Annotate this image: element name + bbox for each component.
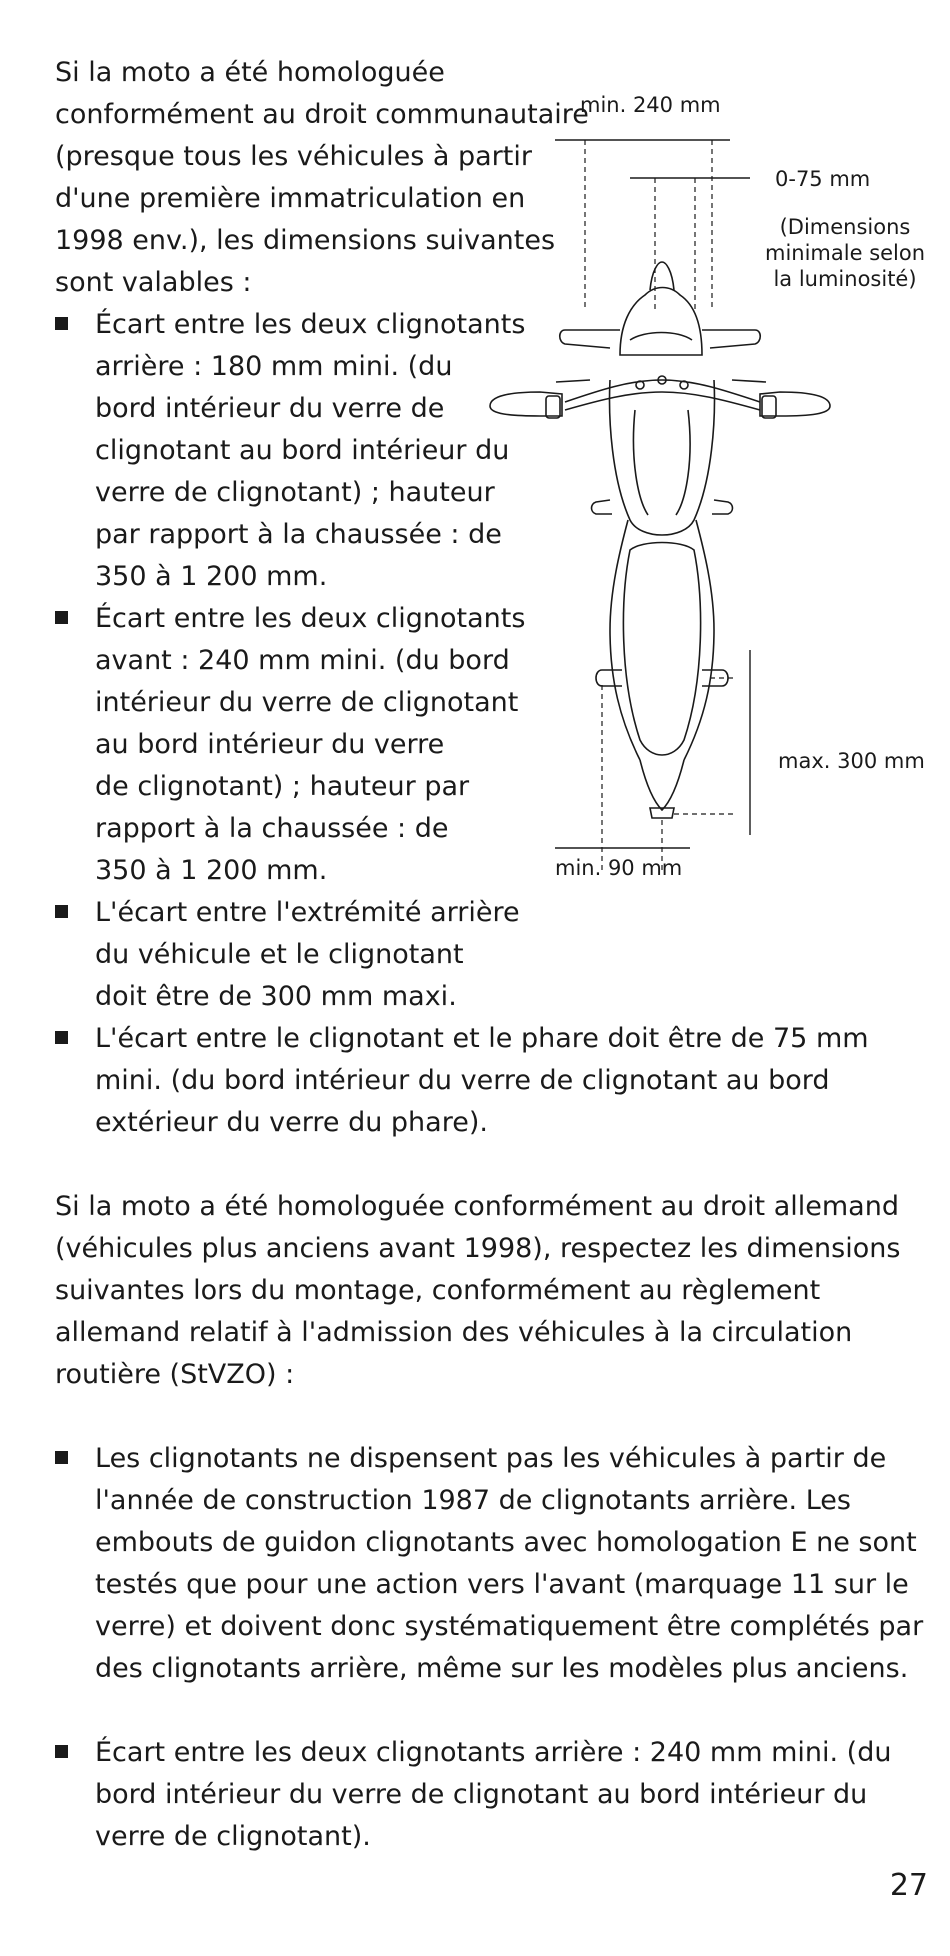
list-item: Écart entre les deux clignotants arrière : 180 mm mini. (du bord intérieur du verre de clignotant au bord intérieur du verre de clignotant) ; hauteur par rapport à la chaussée : de 350 à 1 200 mm. bbox=[55, 304, 525, 598]
page-number: 27 bbox=[889, 1868, 928, 1903]
list-item: Les clignotants ne dispensent pas les véhicules à partir de l'année de construction 1987 de clignotants arrière. Les embouts de guidon clignotants avec homologation E ne sont testés que pour une action vers l'avant (marquage 11 sur le verre) et doivent donc systématiquement être complétés par des clignotants arrière, même sur les modèles plus anciens. bbox=[55, 1438, 923, 1690]
bullet-icon bbox=[55, 1031, 68, 1044]
dimension-label: 0-75 mm bbox=[775, 167, 871, 191]
motorcycle-top-view-illustration bbox=[470, 80, 950, 900]
bullet-icon bbox=[55, 1745, 68, 1758]
intro-de: Si la moto a été homologuée conformément au droit allemand (véhicules plus anciens avant 1998), respectez les dimensions suivantes lors du montage, conformément au règlement allemand relatif à l'admission des véhicules à la circulation routière (StVZO) : bbox=[55, 1191, 901, 1390]
list-item: L'écart entre l'extrémité arrière du véhicule et le clignotant doit être de 300 mm maxi. bbox=[55, 892, 520, 1018]
motorcycle-diagram bbox=[470, 80, 950, 900]
dimension-label: min. 240 mm bbox=[580, 93, 721, 117]
list-item: Écart entre les deux clignotants arrière : 240 mm mini. (du bord intérieur du verre de clignotant au bord intérieur du verre de clignotant). bbox=[55, 1732, 891, 1858]
bullet-icon bbox=[55, 611, 68, 624]
dimension-label: min. 90 mm bbox=[555, 856, 683, 880]
list-item: Écart entre les deux clignotants avant : 240 mm mini. (du bord intérieur du verre de clignotant au bord intérieur du verre de clignotant) ; hauteur par rapport à la chaussée : de 350 à 1 200 mm. bbox=[55, 598, 525, 892]
dimension-label: max. 300 mm bbox=[778, 749, 925, 773]
bullet-icon bbox=[55, 1451, 68, 1464]
bullet-icon bbox=[55, 905, 68, 918]
intro-eu: Si la moto a été homologuée conformément au droit communautaire (presque tous les véhicules à partir d'une première immatriculation en 1998 env.), les dimensions suivantes sont valables : bbox=[55, 57, 589, 298]
dimension-note: (Dimensions minimale selon la luminosité) bbox=[765, 215, 926, 291]
list-item: L'écart entre le clignotant et le phare doit être de 75 mm mini. (du bord intérieur du verre de clignotant au bord extérieur du verre du phare). bbox=[55, 1018, 869, 1144]
bullet-icon bbox=[55, 317, 68, 330]
